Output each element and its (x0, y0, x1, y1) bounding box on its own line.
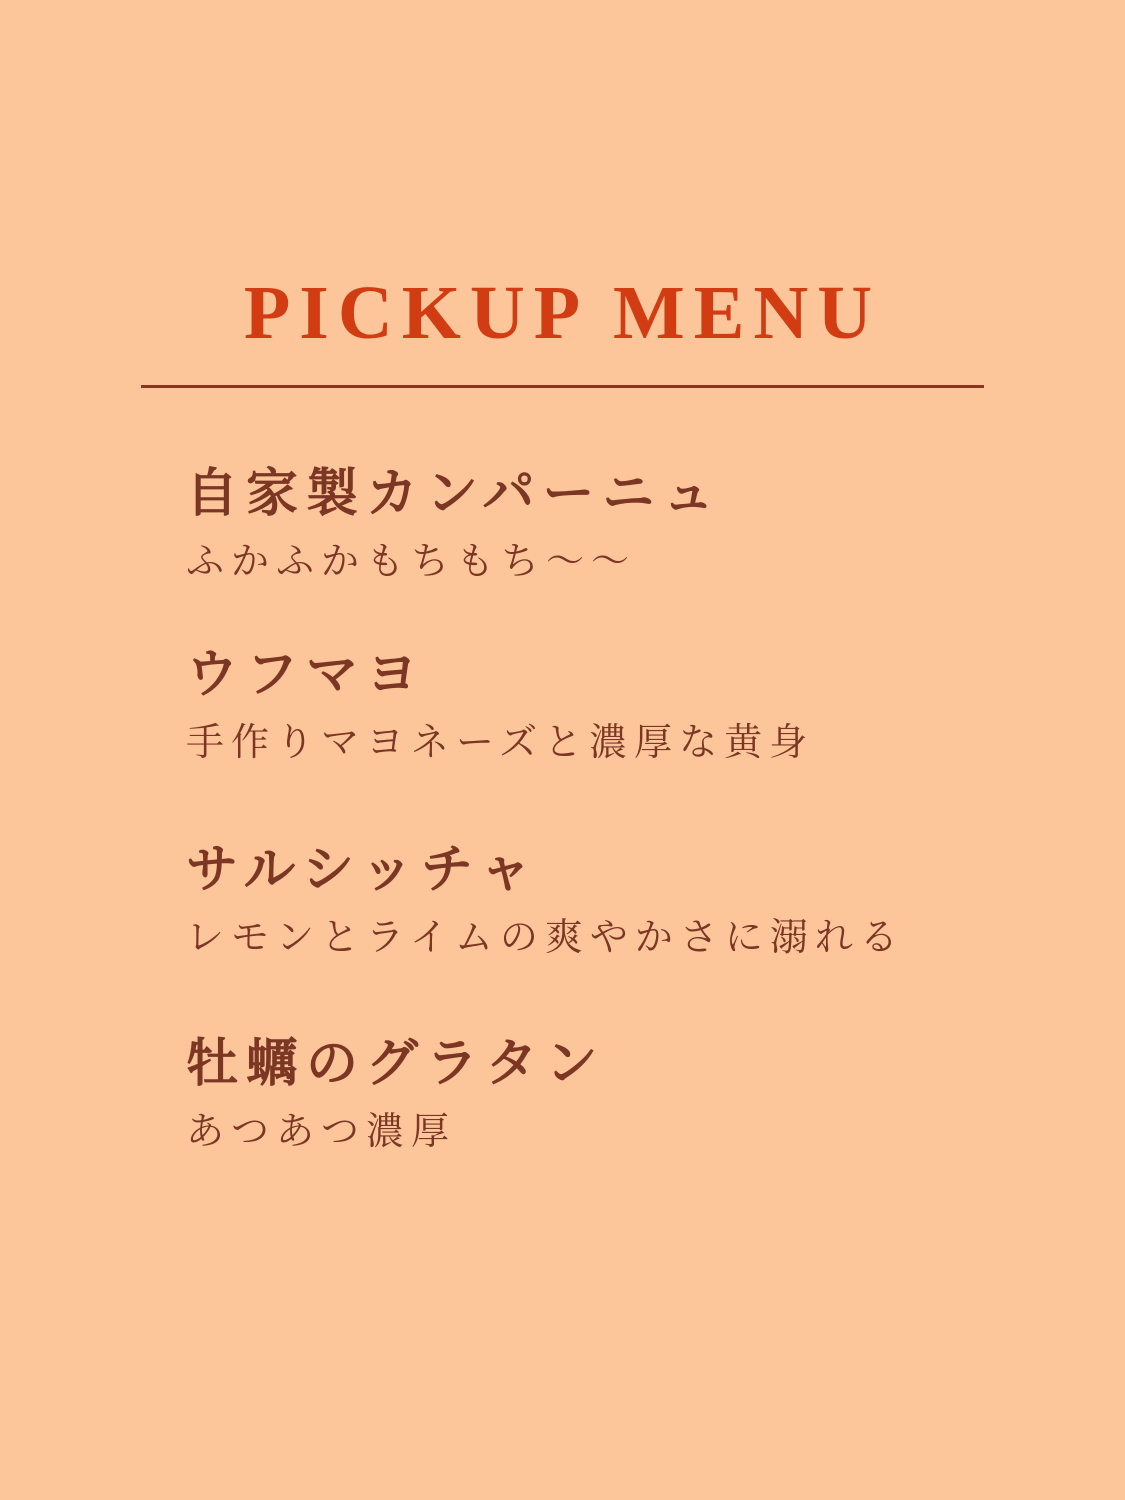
menu-item-description: ふかふかもちもち〜〜 (186, 539, 637, 583)
menu-item-name: 牡蠣のグラタン (186, 1033, 606, 1094)
page-title: PICKUP MENU (243, 271, 882, 355)
menu-item-name: 自家製カンパーニュ (186, 463, 723, 524)
menu-item (186, 643, 1066, 767)
menu-item-name: サルシッチャ (186, 839, 540, 900)
menu-item-name: ウフマヨ (186, 644, 427, 705)
menu-item-description: あつあつ濃厚 (186, 1109, 457, 1153)
menu-item-description: レモンとライムの爽やかさに溺れる (186, 915, 905, 959)
menu-item (186, 462, 1066, 586)
menu-item (186, 1032, 1066, 1156)
title-divider (141, 385, 984, 388)
menu-item-description: 手作りマヨネーズと濃厚な黄身 (186, 720, 815, 764)
menu-item (186, 838, 1066, 962)
